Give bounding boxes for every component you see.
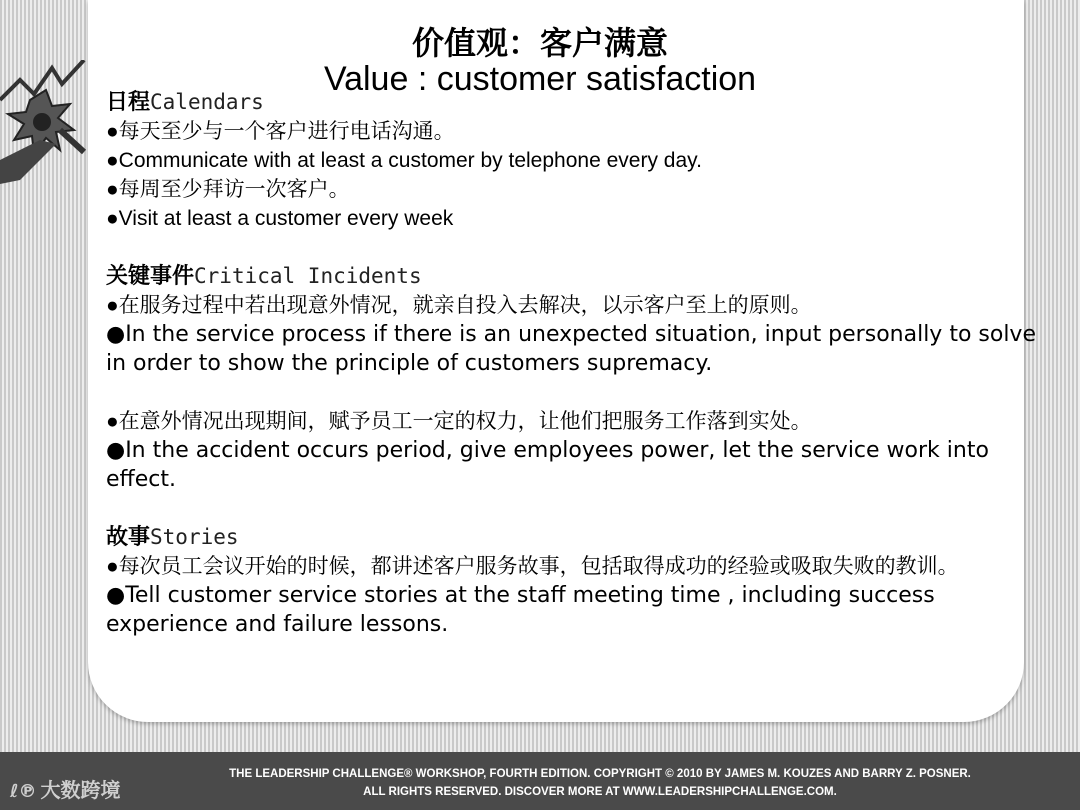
bullet-line: ●Communicate with at least a customer by telephone every day.	[106, 149, 702, 172]
section-heading-cn: 日程	[106, 90, 151, 115]
footer-rights: ALL RIGHTS RESERVED. DISCOVER MORE AT WWW.LEADERSHIPCHALLENGE.COM.	[363, 786, 837, 798]
bullet-line: ●Tell customer service stories at the staff meeting time , including success experience and failure lessons.	[106, 583, 935, 637]
section-heading-en: Calendars	[150, 90, 264, 114]
bullet-line: ●In the service process if there is an unexpected situation, input personally to solve in order to show the principle of customers supremacy.	[106, 322, 1036, 376]
footer-copyright: THE LEADERSHIP CHALLENGE® WORKSHOP, FOURTH EDITION. COPYRIGHT © 2010 BY JAMES M. KOUZES AND BARRY Z. POSNER.	[229, 768, 971, 780]
bullet-line: ●每周至少拜访一次客户。	[106, 178, 350, 201]
section-heading	[106, 523, 1036, 552]
spacer	[106, 378, 1036, 407]
footer-bar	[0, 752, 1080, 810]
bullet-line: ●Visit at least a customer every week	[106, 207, 454, 230]
section-spacer	[106, 233, 1036, 262]
100-logo-icon: ℓ℗	[10, 781, 37, 802]
section-heading	[106, 88, 1036, 117]
watermark-text: 大数跨境	[40, 778, 121, 802]
section-heading-cn: 关键事件	[106, 264, 195, 289]
slide-content	[106, 88, 1036, 639]
bullet-line: ●In the accident occurs period, give employees power, let the service work into effect.	[106, 438, 989, 492]
bullet-line: ●每天至少与一个客户进行电话沟通。	[106, 120, 455, 143]
section-spacer	[106, 494, 1036, 523]
bullet-line: ●每次员工会议开始的时候，都讲述客户服务故事，包括取得成功的经验或吸取失败的教训。	[106, 555, 959, 578]
watermark	[10, 774, 121, 803]
page-title-cn: 价值观：客户满意	[411, 24, 668, 62]
page-title-en: Value : customer satisfaction	[323, 60, 757, 98]
bullet-line: ●在服务过程中若出现意外情况，就亲自投入去解决，以示客户至上的原则。	[106, 294, 812, 317]
section-heading	[106, 262, 1036, 291]
bullet-line: ●在意外情况出现期间，赋予员工一定的权力，让他们把服务工作落到实处。	[106, 410, 812, 433]
section-heading-cn: 故事	[106, 525, 151, 550]
section-heading-en: Critical Incidents	[194, 264, 422, 288]
section-heading-en: Stories	[150, 525, 239, 549]
